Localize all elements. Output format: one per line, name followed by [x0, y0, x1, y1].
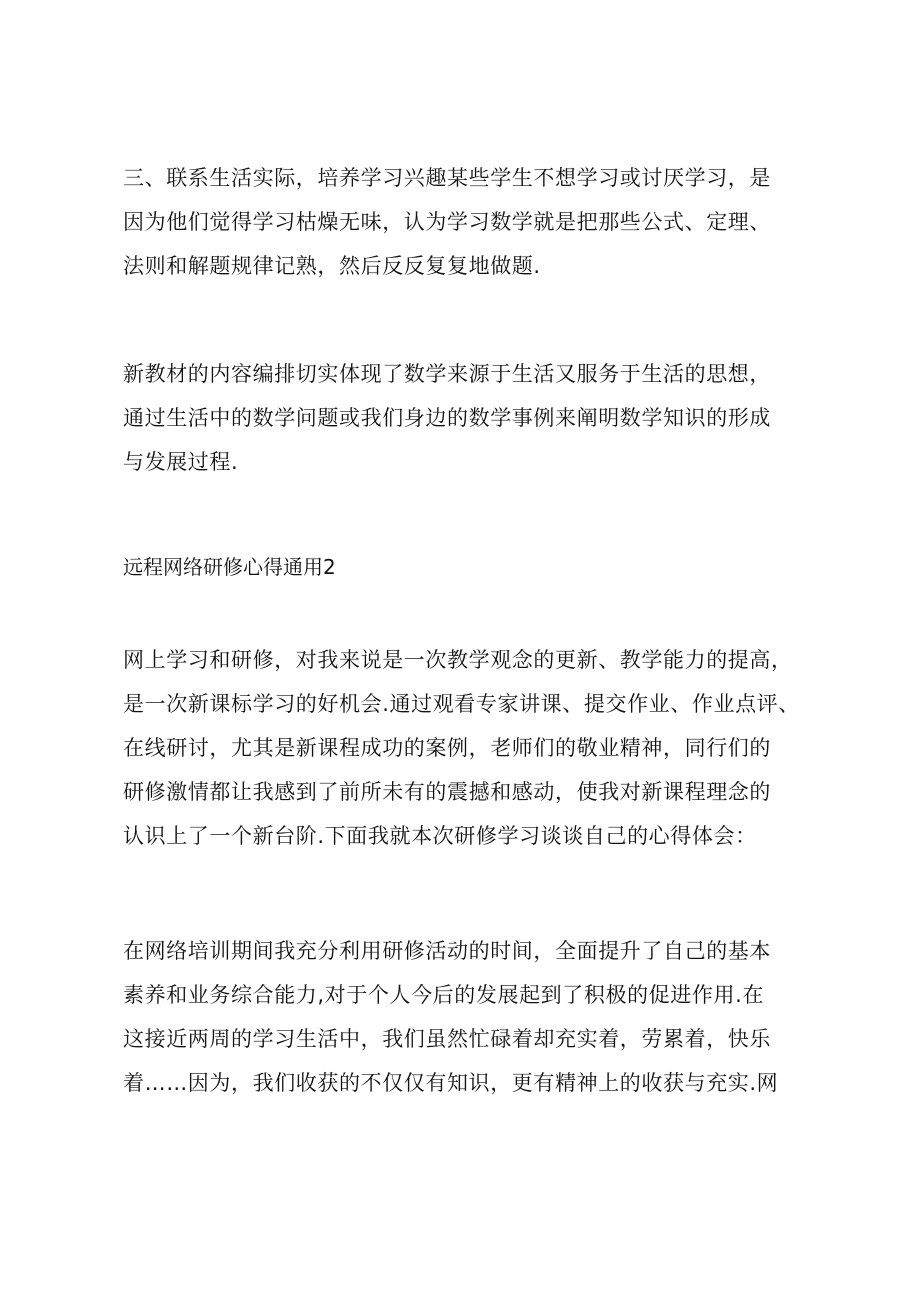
paragraph-new-textbook: [123, 352, 823, 484]
text-line: 在线研讨，尤其是新课程成功的案例，老师们的敬业精神，同行们的: [123, 736, 771, 760]
text-line: 在网络培训期间我充分利用研修活动的时间，全面提升了自己的基本: [123, 939, 771, 963]
text-line: 着……因为，我们收获的不仅仅有知识，更有精神上的收获与充实.网: [123, 1071, 779, 1095]
paragraph-life-connection: [123, 156, 823, 288]
text-line: 研修激情都让我感到了前所未有的震撼和感动，使我对新课程理念的: [123, 780, 771, 804]
text-line: 法则和解题规律记熟，然后反反复复地做题.: [123, 254, 541, 278]
text-line: 这接近两周的学习生活中，我们虽然忙碌着却充实着，劳累着，快乐: [123, 1027, 771, 1051]
text-line: 认识上了一个新台阶.下面我就本次研修学习谈谈自己的心得体会：: [123, 824, 757, 848]
text-line: 网上学习和研修，对我来说是一次教学观念的更新、教学能力的提高，: [123, 648, 793, 672]
text-line: 因为他们觉得学习枯燥无味，认为学习数学就是把那些公式、定理、: [123, 210, 771, 234]
section-heading: 远程网络研修心得通用2: [123, 555, 336, 579]
text-line: 是一次新课标学习的好机会.通过观看专家讲课、提交作业、作业点评、: [123, 692, 800, 716]
text-line: 素养和业务综合能力,对于个人今后的发展起到了积极的促进作用.在: [123, 983, 764, 1007]
text-line: 新教材的内容编排切实体现了数学来源于生活又服务于生活的思想，: [123, 362, 771, 386]
text-line: 与发展过程.: [123, 450, 239, 474]
paragraph-online-study: [123, 638, 823, 858]
text-line: 通过生活中的数学问题或我们身边的数学事例来阐明数学知识的形成: [123, 406, 771, 430]
paragraph-training-period: [123, 929, 823, 1105]
text-line: 三、联系生活实际，培养学习兴趣某些学生不想学习或讨厌学习，是: [123, 166, 771, 190]
